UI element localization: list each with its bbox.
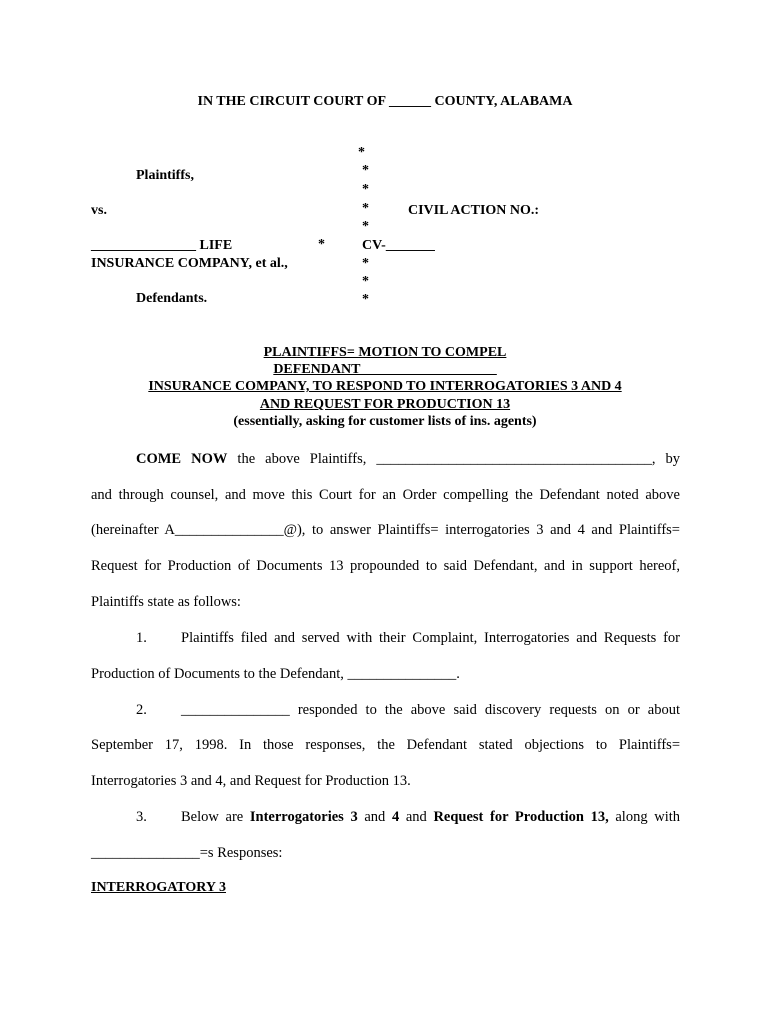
paragraph-number: 1.: [136, 630, 147, 646]
cv-number: CV-_______: [362, 238, 435, 253]
paragraph-1-line-2: Production of Documents to the Defendant, _______________.: [91, 666, 460, 682]
defendant-name-line2: INSURANCE COMPANY, et al.,: [91, 256, 288, 271]
paragraph-number: 3.: [136, 809, 147, 825]
p3-bold: Interrogatories 3: [249, 809, 358, 825]
defendants-label: Defendants.: [136, 291, 208, 306]
come-now-text: COME NOW: [136, 451, 228, 467]
intro-line-2: and through counsel, and move this Court for an Order compelling the Defendant noted above: [91, 487, 680, 503]
p3-text: Below are: [181, 809, 250, 825]
court-header: IN THE CIRCUIT COURT OF ______ COUNTY, ALABAMA: [197, 94, 573, 109]
intro-text: the above Plaintiffs, ______________________________________, by: [237, 451, 681, 467]
caption-star: *: [318, 237, 325, 252]
vs-label: vs.: [91, 203, 107, 218]
paragraph-2-line-2: September 17, 1998. In those responses, the Defendant stated objections to Plaintiffs=: [91, 737, 680, 753]
caption-star: *: [362, 182, 369, 197]
motion-title-text: INSURANCE COMPANY, TO RESPOND TO INTERROGATORIES 3 AND 4: [148, 379, 622, 394]
paragraph-3-line-2: _______________=s Responses:: [91, 845, 283, 861]
p3-bold: 4: [391, 809, 400, 825]
motion-title-line2: [0, 362, 770, 378]
plaintiffs-label: Plaintiffs,: [136, 168, 194, 183]
p3-text: and: [399, 809, 434, 825]
caption-star: *: [362, 274, 369, 289]
paragraph-2-line-1: _______________ responded to the above said discovery requests on or about: [181, 702, 680, 718]
paragraph-2-line-3: Interrogatories 3 and 4, and Request for Production 13.: [91, 773, 411, 789]
caption-star: *: [362, 219, 369, 234]
caption-star: *: [358, 145, 365, 160]
intro-line-5: Plaintiffs state as follows:: [91, 594, 241, 610]
motion-subtitle: (essentially, asking for customer lists of ins. agents): [233, 414, 537, 429]
caption-star: *: [362, 201, 369, 216]
p3-text: along with: [608, 809, 681, 825]
motion-title-text: PLAINTIFFS= MOTION TO COMPEL: [263, 345, 507, 360]
intro-line-4: Request for Production of Documents 13 propounded to said Defendant, and in support hereof,: [91, 558, 680, 574]
motion-title-text: DEFENDANT ___________________: [273, 362, 497, 377]
paragraph-1-line-1: Plaintiffs filed and served with their Complaint, Interrogatories and Requests for: [181, 630, 680, 646]
motion-title-line3: [0, 379, 770, 395]
caption-star: *: [362, 256, 369, 271]
paragraph-number: 2.: [136, 702, 147, 718]
motion-title-line1: [0, 345, 770, 361]
paragraph-3-line-1: [181, 809, 680, 826]
motion-title-text: AND REQUEST FOR PRODUCTION 13: [259, 397, 511, 412]
intro-line-1: [136, 451, 680, 468]
motion-title-line4: [0, 397, 770, 413]
p3-bold: Request for Production 13,: [433, 809, 609, 825]
intro-line-3: (hereinafter A_______________@), to answer Plaintiffs= interrogatories 3 and 4 and Plaintiffs=: [91, 522, 680, 538]
civil-action-label: CIVIL ACTION NO.:: [408, 203, 540, 218]
section-heading: INTERROGATORY 3: [91, 880, 226, 895]
caption-star: *: [362, 292, 369, 307]
caption-star: *: [362, 163, 369, 178]
defendant-name-line1: _______________ LIFE: [91, 238, 233, 253]
p3-text: and: [357, 809, 392, 825]
